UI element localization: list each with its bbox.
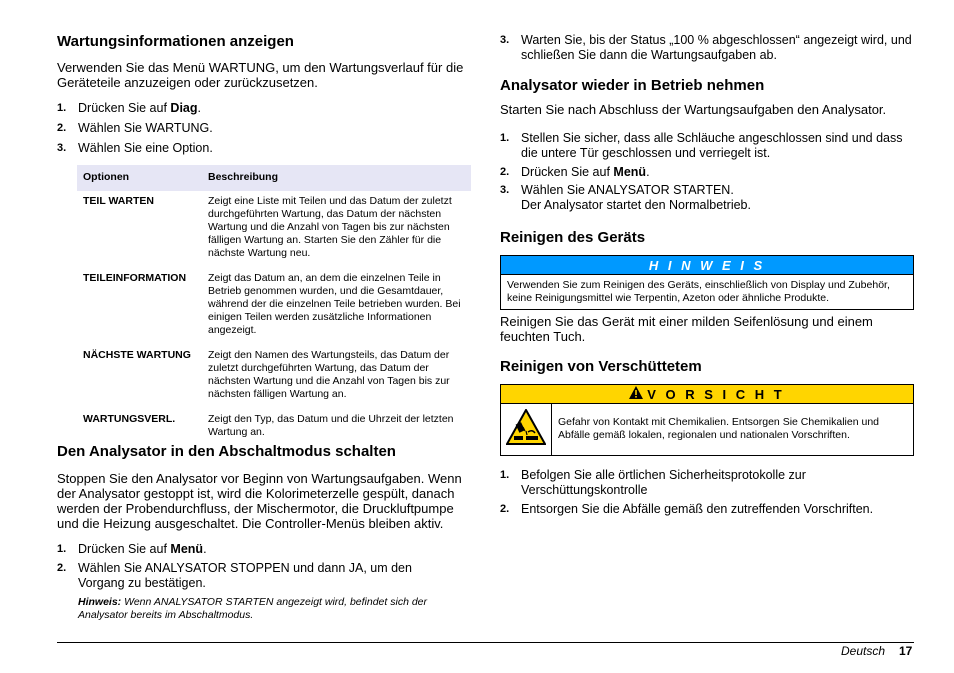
- column-header: Optionen: [77, 165, 202, 191]
- section-heading: Den Analysator in den Abschaltmodus schalten: [57, 443, 396, 460]
- caution-title: V O R S I C H T: [647, 386, 785, 402]
- page-number: 17: [899, 644, 913, 658]
- notice-text: Verwenden Sie zum Reinigen des Geräts, einschließlich von Display und Zubehör, keine Reinigungsmittel wie Terpentin, Azeton oder ähnliche Produkte.: [507, 279, 890, 304]
- caution-box: [500, 384, 914, 456]
- footer-language: Deutsch: [841, 644, 886, 658]
- option-name: NÄCHSTE WARTUNG: [83, 349, 191, 361]
- column-header: Beschreibung: [202, 165, 471, 191]
- option-name: WARTUNGSVERL.: [83, 413, 176, 425]
- options-table: [77, 165, 471, 447]
- option-name: TEIL WARTEN: [83, 195, 154, 207]
- caution-header: [501, 385, 913, 404]
- paragraph: Starten Sie nach Abschluss der Wartungsaufgaben den Analysator.: [500, 102, 887, 117]
- section-heading: Reinigen von Verschüttetem: [500, 358, 702, 375]
- table-row: [77, 409, 471, 447]
- table-header-row: [77, 165, 471, 191]
- notice-box: [500, 255, 914, 310]
- section-heading: Analysator wieder in Betrieb nehmen: [500, 77, 765, 94]
- section-heading: Reinigen des Geräts: [500, 229, 646, 246]
- option-description: Zeigt eine Liste mit Teilen und das Datum der zuletzt durchgeführten Wartung, das Datum der nächsten Wartung und die Anzahl von Tagen bis zur nächsten fälligen Wartung an. Starten Sie den Zähler für die nächste Wartung neu.: [208, 195, 452, 259]
- option-name: TEILEINFORMATION: [83, 272, 187, 284]
- footer-divider: [57, 642, 914, 643]
- table-row: [77, 191, 471, 268]
- notice-title: H I N W E I S: [501, 256, 913, 275]
- option-description: Zeigt den Typ, das Datum und die Uhrzeit der letzten Wartung an.: [208, 413, 454, 438]
- paragraph: Stoppen Sie den Analysator vor Beginn von Wartungsaufgaben. Wenn der Analysator gestoppt ist, wird die Kolorimeterzelle gespült, danach werden der Probendurchfluss, der Mischermotor, die Druckluftpumpe und die Heizung ausgeschaltet. Die Controller-Menüs bleiben aktiv.: [57, 471, 462, 531]
- option-description: Zeigt das Datum an, an dem die einzelnen Teile in Betrieb genommen wurden, und die Gesamtdauer, während der die einzelnen Teile betrieben wurden. Bei einigen Teilen werden zusätzliche Informationen angezeigt.: [208, 272, 461, 336]
- chemical-hazard-icon: [506, 409, 546, 450]
- section-heading: Wartungsinformationen anzeigen: [57, 33, 294, 50]
- warning-triangle-icon: [629, 386, 643, 402]
- option-description: Zeigt den Namen des Wartungsteils, das Datum der zuletzt durchgeführten Wartung, das Datum der nächsten Wartung und die Anzahl von Tagen bis zur nächsten fälligen Wartung an.: [208, 349, 450, 400]
- caution-text: Gefahr von Kontakt mit Chemikalien. Entsorgen Sie Chemikalien und Abfälle gemäß lokalen, regionalen und nationalen Vorschriften.: [558, 416, 879, 441]
- table-row: [77, 268, 471, 345]
- note: Hinweis: Wenn ANALYSATOR STARTEN angezeigt wird, befindet sich der Analysator bereits im Abschaltmodus.: [78, 596, 427, 621]
- table-row: [77, 345, 471, 409]
- paragraph: Reinigen Sie das Gerät mit einer milden Seifenlösung und einem feuchten Tuch.: [500, 314, 873, 344]
- hazard-cell: [501, 404, 552, 455]
- paragraph: Verwenden Sie das Menü WARTUNG, um den Wartungsverlauf für die Geräteteile anzuzeigen oder zurückzusetzen.: [57, 60, 464, 90]
